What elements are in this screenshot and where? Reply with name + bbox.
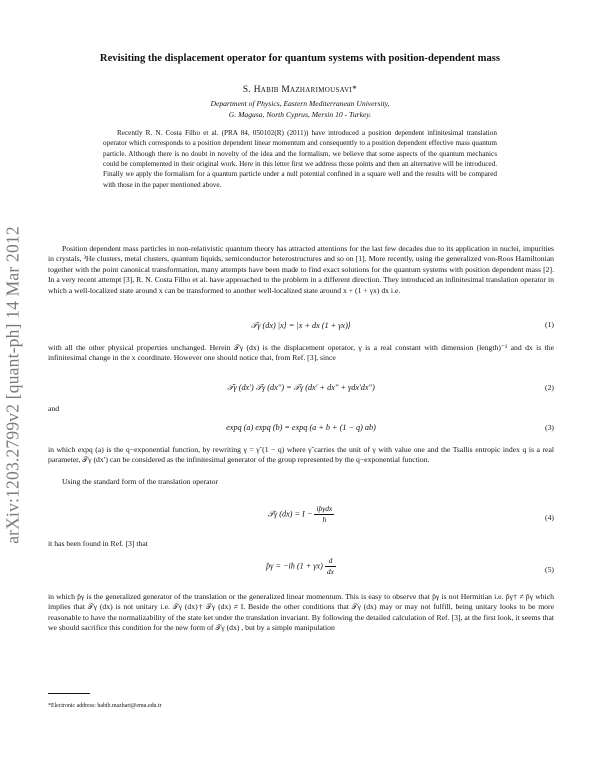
paragraph-found: it has been found in Ref. [3] that [48,539,148,548]
equation-5-expr [48,556,554,577]
equation-5-numerator: d [325,556,336,567]
equation-5 [48,556,554,584]
equation-2 [48,383,554,397]
equation-4-numerator: ip̂γdx [316,504,333,513]
paragraph-and: and [48,404,60,413]
equation-3-number: (3) [545,423,554,432]
equation-4 [48,504,554,532]
arxiv-stamp [3,180,23,590]
equation-4-denominator: ħ [322,515,327,524]
equation-1-expr: 𝒯γ (dx) |x⟩ = |x + dx (1 + γx)⟩ [251,321,351,330]
paragraph-intro: Position dependent mass particles in non-relativistic quantum theory has attracted attentions for the last few decades due to its application in nuclei, impurities in crystals, ³He clusters, metal clusters, quantum liquids, semiconductor heterostructures and so on [1]. More recently, using the generalized von-Roos Hamiltonian together with the point canonical transformation, many attempts have been made to find exact solutions for the quantum systems with position dependent mass [2]. In a very recent attempt [3], R. N. Costa Filho et al. have approached to the problem in a different direction. They introduced an infinitesimal translation operator in which a well-localized state around x can be transformed to another well-localized state around x + (1 + γx) dx i.e. [48,244,554,295]
paper-title: Revisiting the displacement operator for quantum systems with position-dependent mass [99,53,501,64]
affiliation-line-2: G. Magusa, North Cyprus, Mersin 10 - Turkey. [228,110,372,120]
paragraph-displacement: with all the other physical properties unchanged. Herein 𝒯γ (dx) is the displacement operator, γ is a real constant with dimension (length)⁻¹ and dx is the infinitesimal change in the x coordinate. However one should notice that, from Ref. [3], since [48,343,554,363]
equation-3-expr: expq (a) expq (b) = expq (a + b + (1 − q) ab) [226,423,376,432]
equation-5-lhs: p̂γ = −iħ (1 + γx) [265,561,323,571]
equation-5-number: (5) [545,565,554,574]
equation-4-fraction [314,504,334,525]
paragraph-standard-form: Using the standard form of the translation operator [62,477,219,486]
equation-2-number: (2) [545,383,554,392]
equation-5-denominator: dx [326,567,335,576]
equation-5-fraction [325,556,336,577]
equation-3 [48,423,554,437]
equation-1 [48,320,554,334]
footnote-email: *Electronic address: habib.mazhari@emu.edu.tr [48,703,162,709]
equation-4-lhs: 𝒯γ (dx) = I − [267,509,313,519]
abstract: Recently R. N. Costa Filho et al. (PRA 84, 050102(R) (2011)) have introduced a position dependent infinitesimal translation operator which corresponds to a position dependent linear momentum and consequently to a position dependent effective mass quantum particle. Although there is no doubt in novelty of the idea and the formalism, we believe that some aspects of the quantum mechanics could be complemented in their original work. Here in this letter first we address those points and then an alternative will be introduced. Finally we apply the formalism for a quantum particle under a null potential confined in a square well and the results will be compared with those in the paper mentioned above. [103,129,497,189]
equation-4-number: (4) [545,513,554,522]
paragraph-q-exponential: in which expq (a) is the q−exponential function, by rewriting γ = γ̃ (1 − q) where γ̃ carries the unit of γ with value one and the Tsallis entropic index q is a real parameter, 𝒯γ (dx′) can be considered as the infinitesimal generator of the group represented by the q−exponential function. [48,445,554,465]
affiliation-line-1: Department of Physics, Eastern Mediterranean University, [210,99,390,108]
arxiv-stamp-text: arXiv:1203.2799v2 [quant-ph] 14 Mar 2012 [2,226,23,544]
author-name: S. Habib Mazharimousavi* [242,85,358,95]
equation-4-expr [48,504,554,525]
affiliation [0,98,600,121]
paragraph-hermitian: in which p̂γ is the generalized generator of the translation or the generalized linear momentum. This is easy to observe that p̂γ is not Hermitian i.e. p̂γ† ≠ p̂γ which implies that 𝒯γ (dx) is not unitary i.e. 𝒯γ (dx)† 𝒯γ (dx) ≠ I. Beside the other conditions that 𝒯γ (dx) may or may not fulfill, being unitary looks to be more reasonable to have the normalizability of the state ket under the translation invariant. By following the detailed calculation of Ref. [3], at the first look, it seems that we should sacrifice this condition for the new form of 𝒯γ (dx) , but by a simple manipulation [48,592,554,633]
footnote-rule [48,693,90,694]
equation-2-expr: 𝒯γ (dx′) 𝒯γ (dx′′) = 𝒯γ (dx′ + dx′′ + γdx′dx′′) [227,383,375,392]
equation-1-number: (1) [545,320,554,329]
